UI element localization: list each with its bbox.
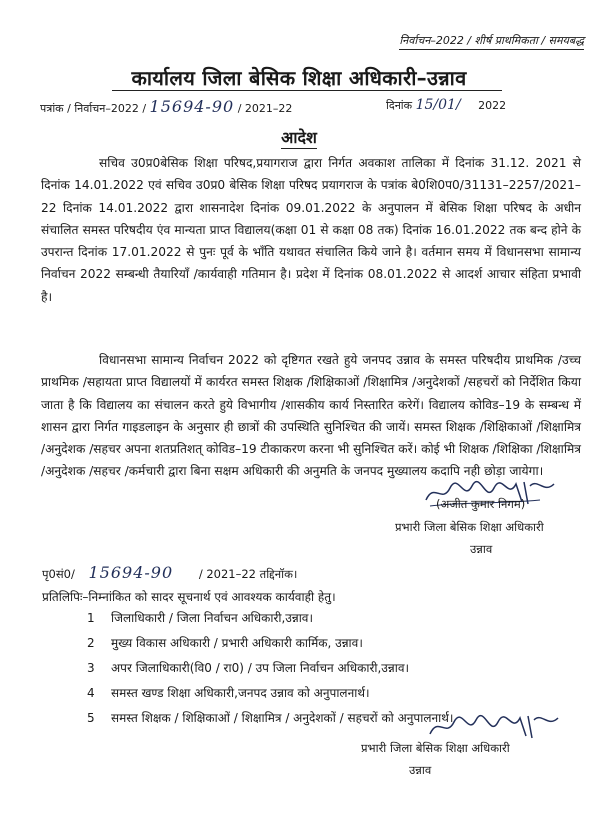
- fwd-suffix: / 2021–22 तद्दिनॉक।: [198, 567, 298, 581]
- signatory-2-designation: प्रभारी जिला बेसिक शिक्षा अधिकारी: [361, 741, 510, 755]
- list-item: 2 मुख्य विकास अधिकारी / प्रभारी अधिकारी कार्मिक, उन्नाव।: [87, 636, 363, 650]
- order-paragraph-1: सचिव उ0प्र0बेसिक शिक्षा परिषद,प्रयागराज द्वारा निर्गत अवकाश तालिका में दिनांक 31.12. 2021 से दिनांक 14.01.2022 एवं सचिव उ0प्र0 बेसिक शिक्षा परिषद प्रयागराज के पत्रांक बे0शि0प0/31131–2257/2021–22 दिनांक 14.01.2022 द्वारा शासनादेश दिनांक 09.01.2022 के अनुपालन में बेसिक शिक्षा परिषद के अधीन संचालित समस्त परिषदीय एंव मान्यता प्राप्त विद्यालय(कक्षा 01 से कक्षा 08 तक) दिनांक 16.01.2022 तक बन्द होने के उपरान्त दिनांक 17.01.2022 से पुनः पूर्व के भाँति यथावत संचालित किये जाने है। वर्तमान समय में विधानसभा सामान्य निर्वाचन 2022 सम्बन्धी तैयारियाँ /कार्यवाही गतिमान है। प्रदेश में दिनांक 08.01.2022 से आदर्श आचार संहिता प्रभावी है।: [41, 156, 581, 304]
- signatory-2-place: उन्नाव: [409, 763, 432, 777]
- signatory-name: (अजीत कुमार निगम): [436, 497, 526, 511]
- list-item: 3 अपर जिलाधिकारी(वि0 / रा0) / उप जिला निर्वाचन अधिकारी,उन्नाव।: [87, 661, 410, 675]
- office-title: कार्यालय जिला बेसिक शिक्षा अधिकारी–उन्नाव: [131, 66, 467, 90]
- signatory-place: उन्नाव: [470, 542, 493, 556]
- signatory-designation: प्रभारी जिला बेसिक शिक्षा अधिकारी: [395, 520, 544, 534]
- title-underline: [112, 90, 502, 91]
- signature-2-scribble: [424, 706, 564, 746]
- date-line: [386, 97, 506, 113]
- reference-line: [40, 97, 292, 116]
- forwarding-ref-line: [42, 563, 297, 582]
- fwd-number-handwritten: 15694-90: [88, 563, 174, 582]
- ref-suffix: / 2021–22: [237, 102, 293, 115]
- ref-prefix: पत्रांक / निर्वाचन–2022 /: [40, 102, 147, 115]
- copy-to-heading: प्रतिलिपिः–निम्नांकित को सादर सूचनार्थ एवं आवश्यक कार्यवाही हेतु।: [42, 590, 336, 604]
- date-year: 2022: [478, 99, 507, 112]
- list-item: 1 जिलाधिकारी / जिला निर्वाचन अधिकारी,उन्नाव।: [87, 611, 314, 625]
- copy-to-list: [87, 606, 453, 731]
- ref-number-handwritten: 15694-90: [149, 97, 235, 116]
- priority-tag: निर्वाचन–2022 / शीर्ष प्राथमिकता / समयबद्ध: [399, 33, 584, 50]
- order-heading: [0, 126, 598, 148]
- date-label: दिनांक: [386, 99, 413, 112]
- order-title: आदेश: [281, 128, 317, 147]
- list-item: 5 समस्त शिक्षक / शिक्षिकाओं / शिक्षामित्र / अनुदेशकों / सहचरों को अनुपालनार्थ।: [87, 711, 454, 725]
- order-paragraph-2: विधानसभा सामान्य निर्वाचन 2022 को दृष्टिगत रखते हुये जनपद उन्नाव के समस्त परिषदीय प्राथमिक /उच्च प्राथमिक /सहायता प्राप्त विद्यालयों में कार्यरत समस्त शिक्षक /शिक्षिकाओं /शिक्षामित्र /अनुदेशकों /सहचरों को निर्देशित किया जाता है कि विद्यालय का संचालन करते हुये विभागीय /शासकीय कार्य निस्तारित करेगें। विद्यालय कोविड–19 के सम्बन्ध में शासन द्वारा निर्गत गाइडलाइन के अनुसार ही छात्रों की उपस्थिति सुनिश्चित की जायें। समस्त शिक्षक /शिक्षिकाओं /शिक्षामित्र /अनुदेशक /सहचर अपना शतप्रतिशत् कोविड–19 टीकाकरण करना भी सुनिश्चित करें। कोई भी शिक्षक /शिक्षिका /शिक्षामित्र /अनुदेशक /सहचर /कर्मचारी द्वारा बिना सक्षम अधिकारी की अनुमति के जनपद मुख्यालय कदापि नही छोड़ा जायेगा।: [41, 353, 581, 479]
- fwd-prefix: पृ0सं0/: [42, 567, 75, 581]
- date-handwritten: 15/01/: [415, 97, 461, 113]
- list-item: 4 समस्त खण्ड शिक्षा अधिकारी,जनपद उन्नाव को अनुपालनार्थ।: [87, 686, 370, 700]
